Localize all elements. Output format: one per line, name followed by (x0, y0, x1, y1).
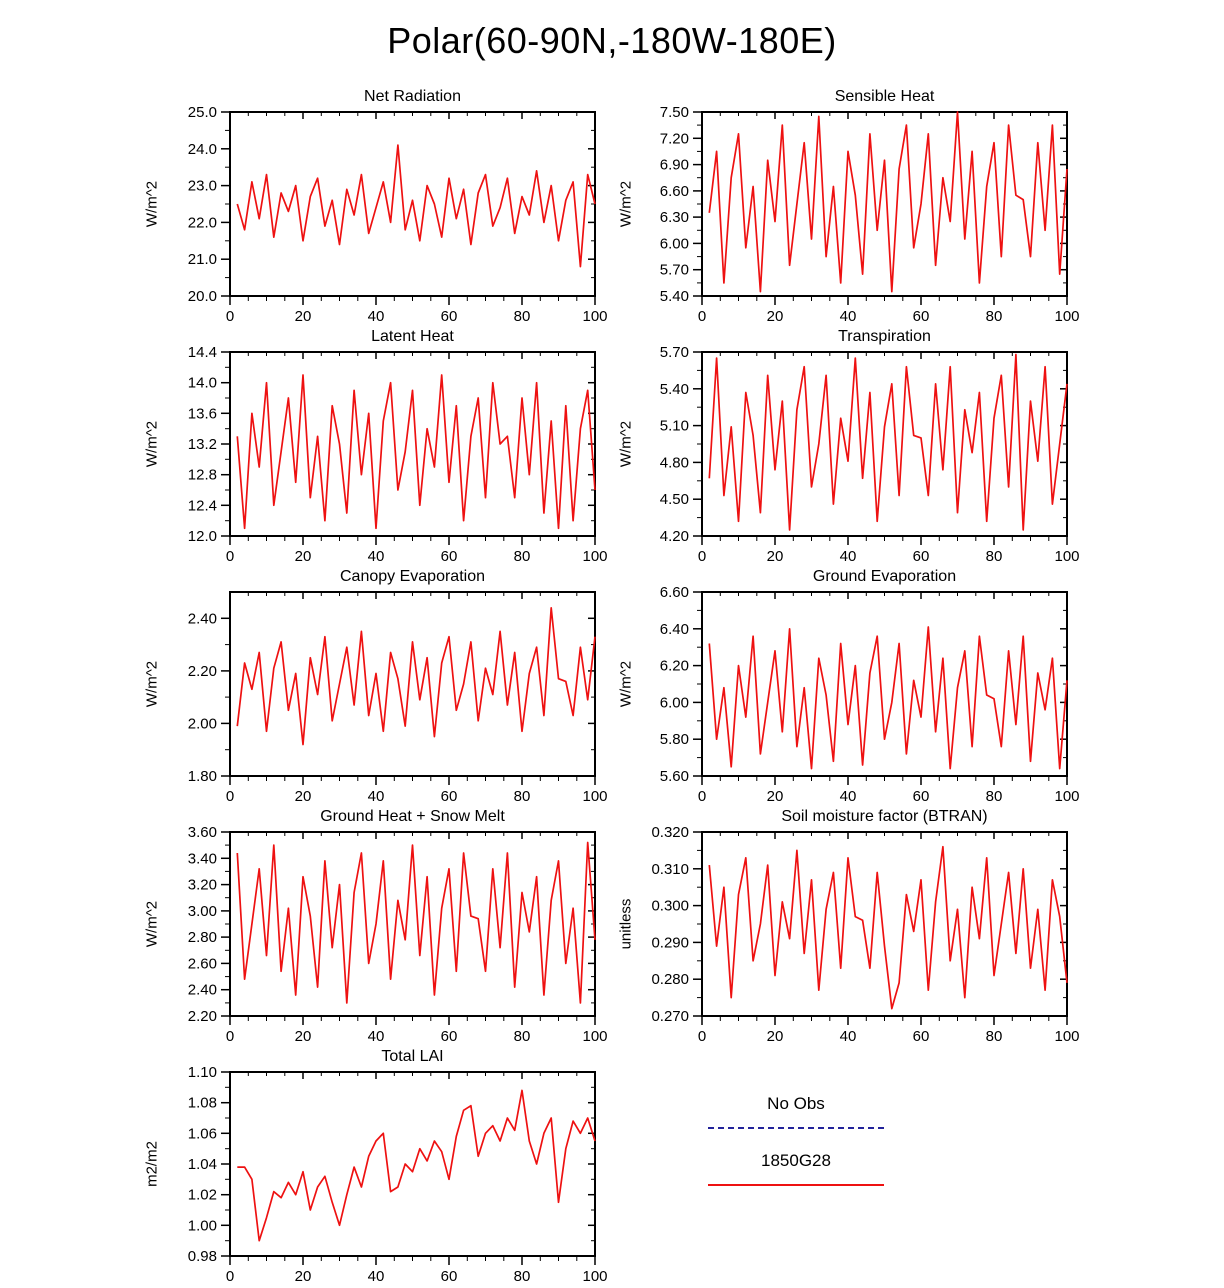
svg-text:100: 100 (582, 308, 608, 324)
canopy-evaporation-plot (0, 564, 612, 804)
svg-text:1.06: 1.06 (187, 1125, 217, 1143)
series-line-sample (708, 1184, 884, 1186)
svg-text:0: 0 (697, 308, 707, 324)
svg-text:1.04: 1.04 (187, 1156, 217, 1173)
chart-title: Total LAI (381, 1048, 444, 1065)
svg-text:80: 80 (513, 308, 531, 324)
svg-text:22.0: 22.0 (187, 214, 217, 232)
svg-text:2.40: 2.40 (187, 610, 217, 628)
svg-text:100: 100 (1054, 308, 1080, 324)
svg-text:6.90: 6.90 (659, 156, 689, 174)
subplot-net-radiation (0, 84, 612, 324)
svg-text:6.60: 6.60 (659, 584, 689, 601)
svg-text:80: 80 (985, 788, 1003, 804)
ground-heat-snow-melt-plot (0, 804, 612, 1044)
svg-text:0.310: 0.310 (651, 860, 689, 878)
svg-text:60: 60 (440, 788, 458, 804)
legend-box (708, 1094, 884, 1208)
chart-title: Sensible Heat (834, 88, 935, 105)
svg-text:80: 80 (513, 548, 531, 564)
svg-text:2.20: 2.20 (187, 1008, 217, 1025)
subplot-ground-evaporation (612, 564, 1224, 804)
y-axis-label: W/m^2 (617, 420, 635, 468)
svg-text:12.4: 12.4 (187, 497, 217, 515)
svg-text:60: 60 (440, 548, 458, 564)
svg-text:13.2: 13.2 (187, 436, 217, 453)
svg-text:40: 40 (367, 308, 385, 324)
svg-text:20: 20 (766, 548, 784, 564)
svg-text:60: 60 (440, 308, 458, 324)
chart-title: Ground Evaporation (812, 568, 957, 585)
svg-text:40: 40 (839, 788, 857, 804)
svg-text:12.8: 12.8 (187, 466, 217, 484)
svg-text:4.80: 4.80 (659, 454, 689, 472)
svg-text:0: 0 (225, 1268, 235, 1284)
subplot-total-lai (0, 1044, 612, 1284)
svg-text:5.80: 5.80 (659, 731, 689, 749)
subplot-sensible-heat (612, 84, 1224, 324)
svg-text:0: 0 (697, 1028, 707, 1044)
svg-text:13.6: 13.6 (187, 405, 217, 423)
svg-text:20.0: 20.0 (187, 288, 217, 305)
svg-text:14.4: 14.4 (187, 344, 217, 361)
svg-text:5.60: 5.60 (659, 768, 689, 785)
svg-text:2.20: 2.20 (187, 662, 217, 680)
svg-text:0: 0 (697, 548, 707, 564)
svg-text:100: 100 (582, 788, 608, 804)
svg-text:100: 100 (1054, 788, 1080, 804)
svg-text:20: 20 (294, 1028, 312, 1044)
svg-text:40: 40 (367, 1028, 385, 1044)
svg-text:40: 40 (367, 1268, 385, 1284)
svg-text:5.70: 5.70 (659, 344, 689, 361)
svg-text:100: 100 (1054, 548, 1080, 564)
y-axis-label: W/m^2 (143, 180, 161, 228)
svg-text:6.00: 6.00 (659, 235, 689, 253)
svg-text:60: 60 (440, 1268, 458, 1284)
svg-text:60: 60 (912, 1028, 930, 1044)
svg-text:20: 20 (766, 788, 784, 804)
svg-text:24.0: 24.0 (187, 140, 217, 158)
svg-text:20: 20 (294, 308, 312, 324)
svg-text:20: 20 (766, 1028, 784, 1044)
svg-text:12.0: 12.0 (187, 528, 217, 545)
legend-label-no-obs: No Obs (767, 1094, 825, 1113)
subplot-ground-heat-snow-melt (0, 804, 612, 1044)
svg-text:80: 80 (985, 1028, 1003, 1044)
svg-text:40: 40 (839, 548, 857, 564)
svg-text:3.60: 3.60 (187, 824, 217, 841)
net-radiation-plot (0, 84, 612, 324)
svg-text:0: 0 (697, 788, 707, 804)
svg-text:5.40: 5.40 (659, 380, 689, 398)
subplot-latent-heat (0, 324, 612, 564)
soil-moisture-btran-plot (612, 804, 1224, 1044)
latent-heat-plot (0, 324, 612, 564)
svg-text:2.00: 2.00 (187, 715, 217, 733)
svg-text:0: 0 (225, 788, 235, 804)
y-axis-label: W/m^2 (143, 660, 161, 708)
svg-text:0.98: 0.98 (187, 1248, 217, 1265)
svg-text:2.80: 2.80 (187, 929, 217, 947)
sensible-heat-plot (612, 84, 1224, 324)
svg-text:0: 0 (225, 548, 235, 564)
svg-text:1.80: 1.80 (187, 768, 217, 785)
svg-text:2.40: 2.40 (187, 981, 217, 999)
chart-title: Canopy Evaporation (340, 568, 485, 585)
svg-text:40: 40 (839, 1028, 857, 1044)
page-title: Polar(60-90N,-180W-180E) (387, 20, 837, 61)
chart-title: Latent Heat (371, 328, 454, 345)
y-axis-label: W/m^2 (143, 900, 161, 948)
svg-text:100: 100 (582, 1268, 608, 1284)
svg-text:80: 80 (513, 1028, 531, 1044)
svg-text:40: 40 (367, 548, 385, 564)
svg-text:80: 80 (985, 548, 1003, 564)
svg-text:80: 80 (513, 1268, 531, 1284)
svg-text:14.0: 14.0 (187, 374, 217, 392)
svg-text:23.0: 23.0 (187, 177, 217, 195)
total-lai-plot (0, 1044, 612, 1284)
svg-text:7.20: 7.20 (659, 130, 689, 148)
svg-text:100: 100 (582, 1028, 608, 1044)
no-obs-line-sample (708, 1127, 884, 1129)
svg-text:0.290: 0.290 (651, 934, 689, 952)
svg-text:6.20: 6.20 (659, 657, 689, 675)
chart-title: Transpiration (838, 328, 931, 345)
svg-text:0: 0 (225, 308, 235, 324)
ground-evaporation-plot (612, 564, 1224, 804)
svg-text:0.270: 0.270 (651, 1008, 689, 1025)
svg-text:20: 20 (766, 308, 784, 324)
svg-text:100: 100 (1054, 1028, 1080, 1044)
svg-text:40: 40 (367, 788, 385, 804)
svg-text:0.300: 0.300 (651, 897, 689, 915)
svg-text:60: 60 (912, 308, 930, 324)
svg-text:20: 20 (294, 548, 312, 564)
svg-text:25.0: 25.0 (187, 104, 217, 121)
svg-text:4.50: 4.50 (659, 491, 689, 509)
svg-text:60: 60 (912, 788, 930, 804)
svg-text:1.00: 1.00 (187, 1217, 217, 1235)
svg-text:0.320: 0.320 (651, 824, 689, 841)
y-axis-label: W/m^2 (617, 180, 635, 228)
y-axis-label: W/m^2 (143, 420, 161, 468)
svg-text:3.00: 3.00 (187, 902, 217, 920)
svg-text:7.50: 7.50 (659, 104, 689, 121)
svg-text:6.00: 6.00 (659, 694, 689, 712)
svg-text:1.08: 1.08 (187, 1094, 217, 1112)
svg-text:6.60: 6.60 (659, 182, 689, 200)
svg-text:80: 80 (985, 308, 1003, 324)
svg-text:2.60: 2.60 (187, 955, 217, 973)
svg-text:100: 100 (582, 548, 608, 564)
svg-text:5.40: 5.40 (659, 288, 689, 305)
legend (612, 1044, 1224, 1284)
y-axis-label: unitless (617, 898, 635, 950)
svg-text:20: 20 (294, 1268, 312, 1284)
svg-text:80: 80 (513, 788, 531, 804)
svg-text:0: 0 (225, 1028, 235, 1044)
svg-text:5.70: 5.70 (659, 261, 689, 279)
svg-text:1.10: 1.10 (187, 1064, 217, 1081)
svg-text:3.40: 3.40 (187, 850, 217, 868)
svg-text:1.02: 1.02 (187, 1186, 217, 1204)
chart-title: Soil moisture factor (BTRAN) (781, 808, 988, 825)
legend-label-series: 1850G28 (761, 1151, 831, 1170)
subplot-grid (0, 84, 1224, 1284)
svg-text:6.30: 6.30 (659, 209, 689, 227)
svg-text:3.20: 3.20 (187, 876, 217, 894)
transpiration-plot (612, 324, 1224, 564)
svg-text:4.20: 4.20 (659, 528, 689, 545)
chart-title: Ground Heat + Snow Melt (320, 808, 505, 825)
svg-text:20: 20 (294, 788, 312, 804)
svg-text:0.280: 0.280 (651, 971, 689, 989)
y-axis-label: m2/m2 (143, 1141, 161, 1187)
subplot-transpiration (612, 324, 1224, 564)
svg-text:21.0: 21.0 (187, 251, 217, 269)
svg-text:6.40: 6.40 (659, 620, 689, 638)
svg-text:60: 60 (440, 1028, 458, 1044)
chart-title: Net Radiation (364, 88, 461, 105)
svg-text:40: 40 (839, 308, 857, 324)
y-axis-label: W/m^2 (617, 660, 635, 708)
subplot-canopy-evaporation (0, 564, 612, 804)
subplot-soil-moisture-btran (612, 804, 1224, 1044)
svg-text:60: 60 (912, 548, 930, 564)
svg-text:5.10: 5.10 (659, 417, 689, 435)
